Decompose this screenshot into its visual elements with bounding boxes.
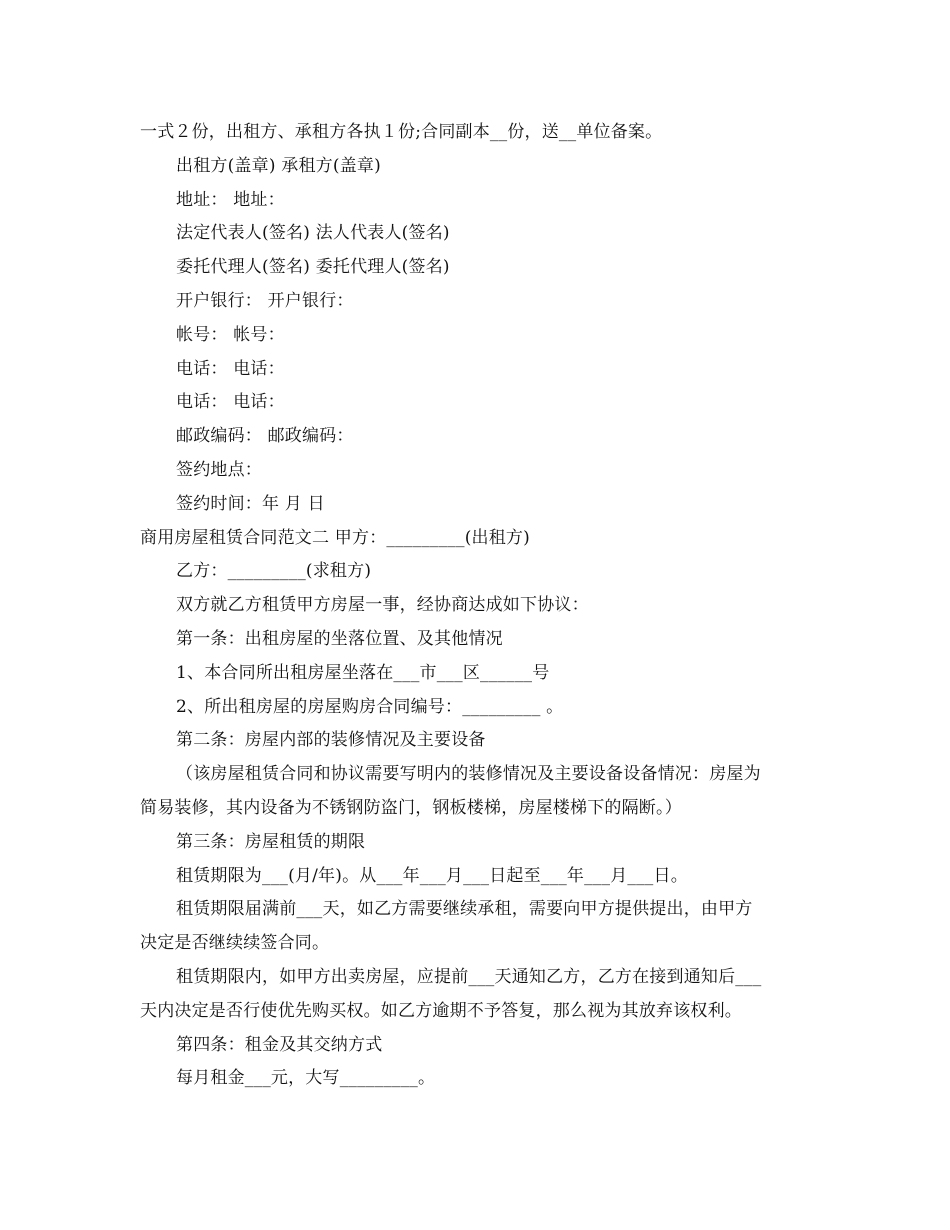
text-line: 2、所出租房屋的房屋购房合同编号：_________ 。 — [176, 696, 564, 717]
text-line: 租赁期限为___(月/年)。从___年___月___日起至___年___月___日。 — [176, 865, 688, 886]
text-line: 租赁期限届满前___天，如乙方需要继续承租，需要向甲方提供提出，由甲方 — [176, 899, 753, 920]
text-line: 租赁期限内，如甲方出卖房屋，应提前___天通知乙方，乙方在接到通知后___ — [176, 966, 762, 987]
article-heading: 第一条：出租房屋的坐落位置、及其他情况 — [176, 628, 503, 649]
document-body — [140, 116, 820, 1096]
text-line: 开户银行： 开户银行： — [176, 290, 354, 311]
text-line: 地址： 地址： — [176, 189, 285, 210]
text-line: 乙方：_________(求租方) — [176, 561, 372, 582]
text-line: 1、本合同所出租房屋坐落在___市___区______号 — [176, 662, 550, 683]
text-line: 电话： 电话： — [176, 358, 285, 379]
text-line: 委托代理人(签名) 委托代理人(签名) — [176, 257, 450, 278]
text-line: 帐号： 帐号： — [176, 324, 285, 345]
text-line: 签约地点： — [176, 459, 262, 480]
text-line: 法定代表人(签名) 法人代表人(签名) — [176, 223, 450, 244]
text-line: （该房屋租赁合同和协议需要写明内的装修情况及主要设备设备情况：房屋为 — [176, 764, 761, 785]
article-heading: 第四条：租金及其交纳方式 — [176, 1034, 383, 1055]
text-line: 一式２份，出租方、承租方各执１份;合同副本__份，送__单位备案。 — [140, 122, 663, 142]
text-line: 出租方(盖章) 承租方(盖章) — [176, 155, 381, 176]
article-heading: 第二条：房屋内部的装修情况及主要设备 — [176, 730, 486, 751]
text-line: 每月租金___元，大写_________。 — [176, 1068, 436, 1089]
text-line: 天内决定是否行使优先购买权。如乙方逾期不予答复，那么视为其放弃该权利。 — [140, 1000, 742, 1021]
text-line: 双方就乙方租赁甲方房屋一事，经协商达成如下协议： — [176, 595, 589, 616]
text-line: 邮政编码： 邮政编码： — [176, 426, 354, 447]
section-heading: 商用房屋租赁合同范文二 甲方：_________(出租方) — [140, 527, 530, 548]
article-heading: 第三条：房屋租赁的期限 — [176, 831, 366, 852]
text-line: 简易装修，其内设备为不锈钢防盗门，钢板楼梯，房屋楼梯下的隔断。） — [140, 797, 682, 818]
text-line: 签约时间：年 月 日 — [176, 493, 325, 514]
text-line: 电话： 电话： — [176, 392, 285, 413]
text-line: 决定是否继续续签合同。 — [140, 933, 330, 954]
